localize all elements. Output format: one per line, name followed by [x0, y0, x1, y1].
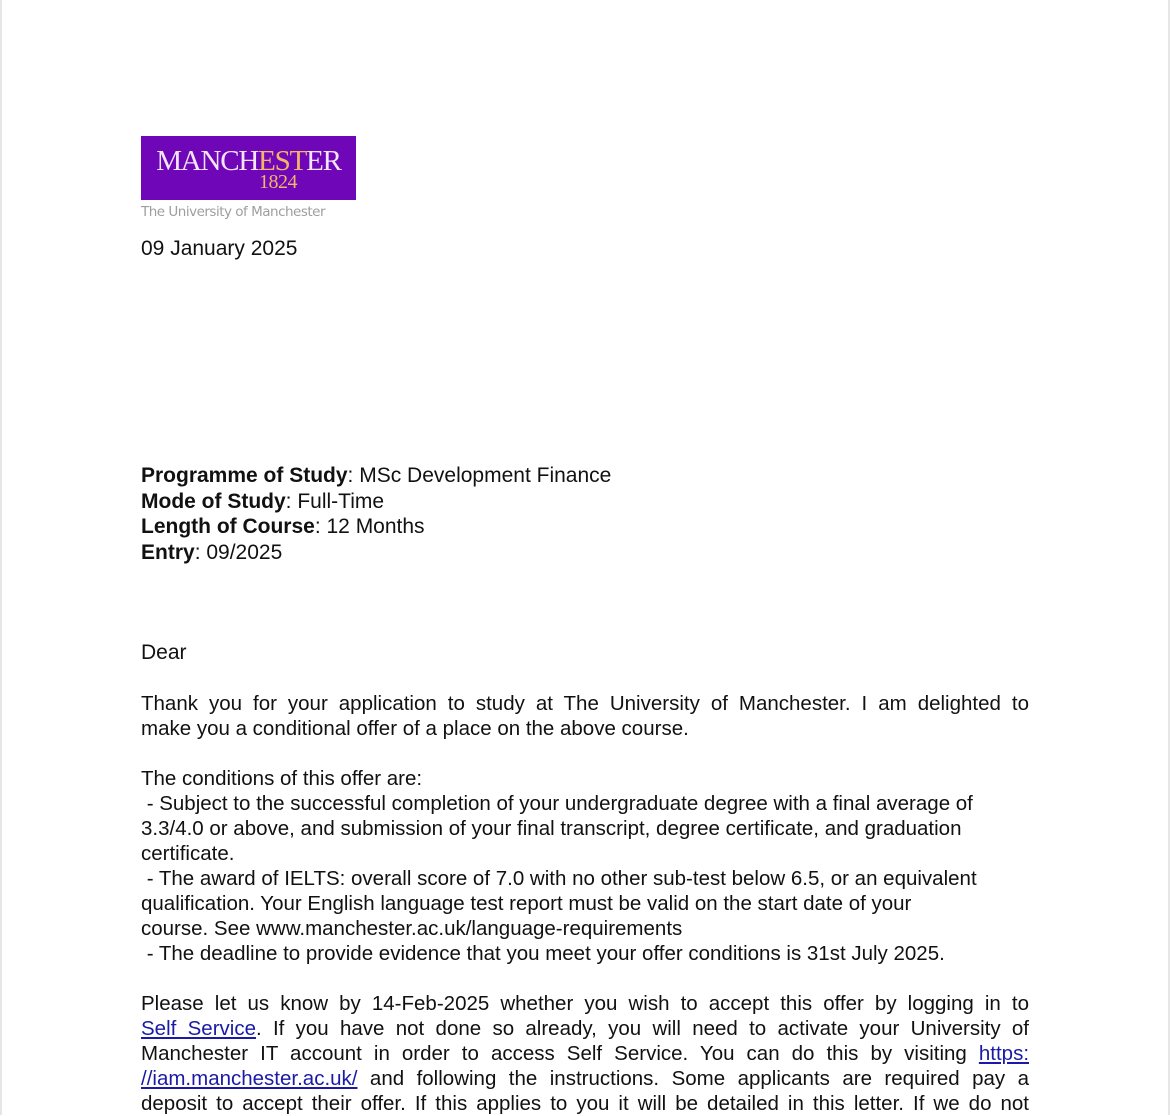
logo-word-post: ER	[306, 145, 341, 177]
detail-mode	[141, 489, 611, 515]
condition-line: certificate.	[141, 842, 235, 865]
accept-line	[141, 1016, 1029, 1041]
logo-year: 1824	[259, 171, 297, 193]
detail-value: : 12 Months	[314, 515, 425, 538]
detail-label: Programme of Study	[141, 464, 348, 487]
detail-programme	[141, 463, 611, 489]
accept-line	[141, 1066, 1029, 1091]
condition-line: - The award of IELTS: overall score of 7.0 with no other sub-test below 6.5, or an equivalent	[141, 867, 977, 890]
course-details	[141, 463, 611, 565]
detail-value: : Full-Time	[285, 489, 385, 513]
intro-paragraph	[141, 691, 1029, 741]
detail-value: : MSc Development Finance	[347, 464, 612, 487]
salutation: Dear	[141, 641, 187, 664]
logo-word-highlight: EST	[258, 145, 307, 177]
iam-link-continued[interactable]: //iam.manchester.ac.uk/	[141, 1067, 358, 1090]
detail-entry	[141, 540, 611, 566]
intro-line: make you a conditional offer of a place on the above course.	[141, 717, 689, 740]
accept-text: Manchester IT account in order to access Self Service. You can do this by visiting	[141, 1042, 967, 1065]
intro-line: Thank you for your application to study at The University of Manchester. I am delighted to	[141, 692, 1029, 715]
accept-line: deposit to accept their offer. If this applies to you it will be detailed in this letter. If we do not	[141, 1092, 1029, 1115]
iam-link[interactable]: https:	[978, 1042, 1030, 1065]
logo-wordmark	[141, 146, 356, 176]
conditions-heading: The conditions of this offer are:	[141, 767, 423, 790]
accept-paragraph	[141, 991, 1029, 1116]
self-service-link[interactable]: Self Service	[141, 1017, 256, 1040]
condition-line: 3.3/4.0 or above, and submission of your final transcript, degree certificate, and graduation	[141, 817, 962, 840]
accept-line: Please let us know by 14-Feb-2025 whether you wish to accept this offer by logging in to	[141, 992, 1029, 1015]
detail-length	[141, 514, 611, 540]
condition-line: qualification. Your English language test report must be valid on the start date of your	[141, 892, 912, 915]
university-logo	[141, 136, 356, 200]
detail-label: Entry	[141, 540, 195, 564]
accept-line	[141, 1041, 1029, 1066]
detail-value: : 09/2025	[194, 540, 283, 564]
conditions-paragraph	[141, 766, 1029, 966]
logo-subtitle: The University of Manchester	[141, 204, 326, 220]
logo-word-pre: MANCH	[156, 145, 259, 177]
detail-label: Length of Course	[141, 515, 315, 538]
condition-line: - The deadline to provide evidence that you meet your offer conditions is 31st July 2025.	[141, 942, 945, 965]
condition-line: - Subject to the successful completion of your undergraduate degree with a final average of	[141, 792, 973, 815]
letter-date: 09 January 2025	[141, 237, 298, 260]
detail-label: Mode of Study	[141, 489, 286, 513]
condition-line: course. See www.manchester.ac.uk/language-requirements	[141, 917, 683, 940]
accept-text: . If you have not done so already, you will need to activate your University of	[255, 1017, 1029, 1040]
accept-text: and following the instructions. Some applicants are required pay a	[357, 1067, 1029, 1090]
page-edge-left	[0, 0, 2, 1115]
